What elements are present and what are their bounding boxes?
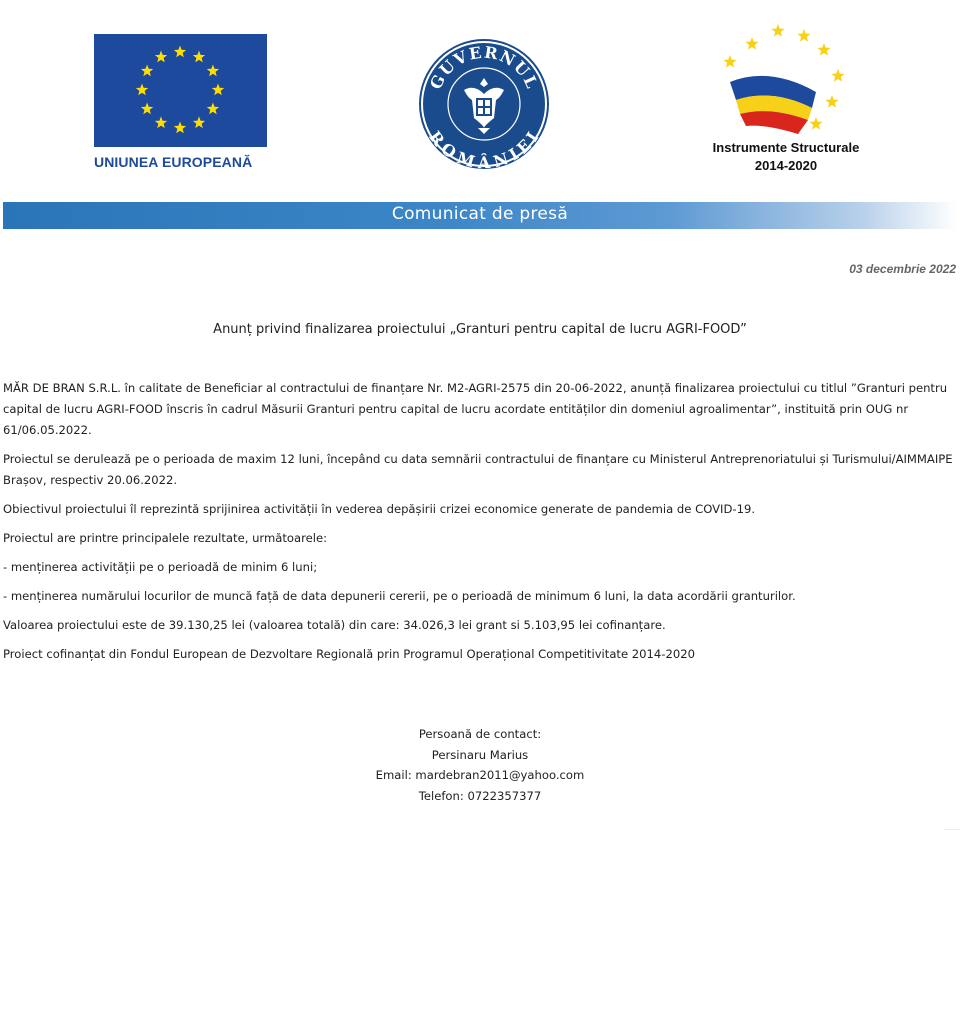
- eu-caption: UNIUNEA EUROPEANĂ: [94, 154, 253, 170]
- eu-logo: [94, 34, 268, 170]
- paragraph-duration: Proiectul se derulează pe o perioada de maxim 12 luni, începând cu data semnării contractului de finanțare cu Ministerul Antreprenoriatului și Turismului/AIMMAIPE Brașov, respectiv 20.06.2022.: [3, 452, 953, 487]
- is-star-icon: [797, 29, 810, 42]
- paragraph-results-intro: Proiectul are printre principalele rezultate, următoarele:: [3, 531, 328, 545]
- is-star-icon: [809, 117, 822, 130]
- logo-header: [0, 0, 960, 200]
- paragraph-objective: Obiectivul proiectului îl reprezintă sprijinirea activității în vederea depășirii crizei economice generate de pandemia de COVID-19.: [3, 502, 756, 516]
- romanian-government-logo: [418, 38, 550, 170]
- is-caption-line2: 2014-2020: [754, 158, 818, 173]
- paragraph-funding: Proiect cofinanțat din Fondul European de Dezvoltare Regională prin Programul Operațional Competitivitate 2014-2020: [3, 647, 695, 661]
- instrumente-structurale-logo: [700, 22, 872, 174]
- divider: [944, 829, 960, 830]
- paragraph-result-2: - menținerea numărului locurilor de muncă față de data depunerii cererii, pe o perioadă de minimum 6 luni, la data acordării granturilor.: [3, 589, 796, 603]
- eu-flag-icon: [94, 34, 267, 147]
- paragraph-intro: MĂR DE BRAN S.R.L. în calitate de Beneficiar al contractului de finanțare Nr. M2-AGRI-2575 din 20-06-2022, anunță finalizarea proiectului cu titlul ”Granturi pentru capital de lucru AGRI-FOOD înscris în cadrul Măsurii Granturi pentru capital de lucru acordate entităților din domeniul agroalimentar”, instituită prin OUG nr 61/06.05.2022.: [3, 381, 948, 437]
- contact-email: Email: mardebran2011@yahoo.com: [375, 768, 585, 782]
- gov-top-text: GUVERNUL: [425, 42, 543, 93]
- announcement-body: [3, 378, 953, 673]
- contact-phone: Telefon: 0722357377: [418, 788, 542, 803]
- contact-block: [0, 724, 960, 806]
- paragraph-result-1: - menținerea activității pe o perioadă de minim 6 luni;: [3, 560, 318, 574]
- is-caption-line1: Instrumente Structurale: [712, 140, 860, 155]
- is-star-icon: [831, 69, 844, 82]
- is-star-icon: [825, 95, 838, 108]
- banner-title: Comunicat de presă: [391, 204, 569, 224]
- is-star-icon: [771, 24, 784, 37]
- release-date: 03 decembrie 2022: [849, 262, 956, 276]
- press-release-banner: [3, 202, 957, 229]
- romania-map-stars-icon: [700, 22, 872, 134]
- contact-name: Persinaru Marius: [431, 747, 529, 762]
- is-star-icon: [745, 37, 758, 50]
- is-star-icon: [817, 43, 830, 56]
- gov-bottom-text: ROMÂNIEI: [425, 127, 544, 170]
- paragraph-value: Valoarea proiectului este de 39.130,25 lei (valoarea totală) din care: 34.026,3 lei grant si 5.103,95 lei cofinanțare.: [3, 618, 666, 632]
- is-star-icon: [723, 55, 736, 68]
- announcement-heading: Anunț privind finalizarea proiectului „Granturi pentru capital de lucru AGRI-FOOD”: [213, 322, 747, 337]
- contact-label: Persoană de contact:: [418, 727, 542, 741]
